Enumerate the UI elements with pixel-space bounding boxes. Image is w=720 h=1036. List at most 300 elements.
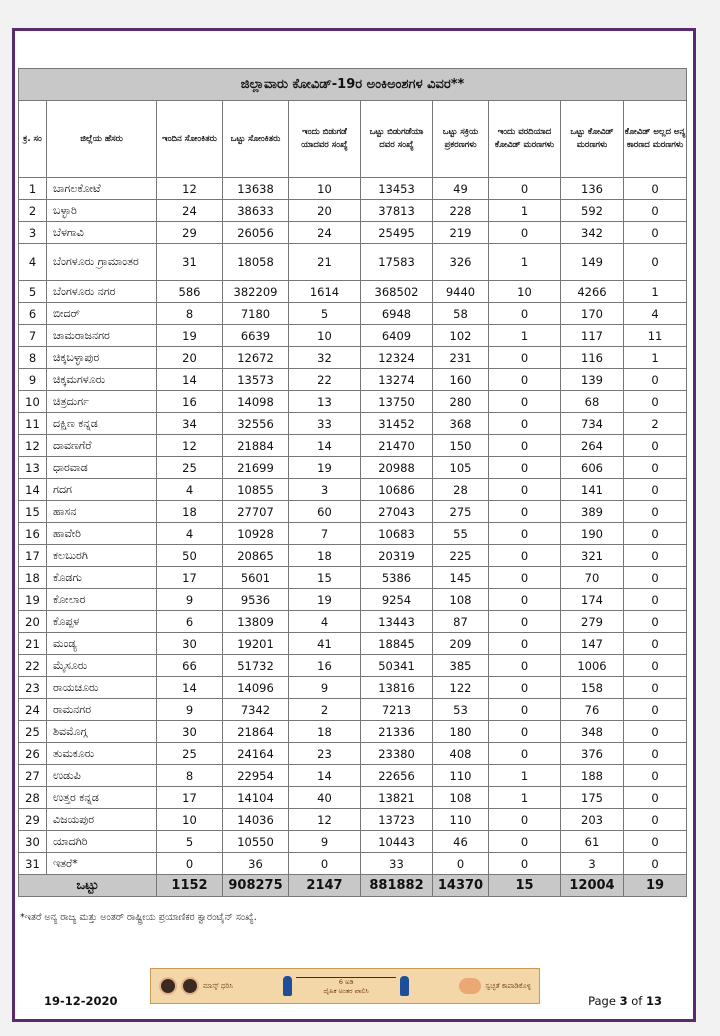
- value-cell: 50341: [361, 655, 433, 677]
- value-cell: 368: [433, 413, 489, 435]
- value-cell: 225: [433, 545, 489, 567]
- value-cell: 0: [624, 479, 687, 501]
- value-cell: 5386: [361, 567, 433, 589]
- serial-cell: 13: [19, 457, 47, 479]
- value-cell: 14036: [223, 809, 289, 831]
- district-name-cell: ಹಾವೇರಿ: [47, 523, 157, 545]
- value-cell: 149: [561, 244, 624, 281]
- value-cell: 10683: [361, 523, 433, 545]
- value-cell: 8: [157, 765, 223, 787]
- total-value-cell: 908275: [223, 875, 289, 897]
- value-cell: 10928: [223, 523, 289, 545]
- value-cell: 160: [433, 369, 489, 391]
- value-cell: 31452: [361, 413, 433, 435]
- total-value-cell: 2147: [289, 875, 361, 897]
- distance-value: 6 ಅಡಿ: [296, 977, 396, 987]
- value-cell: 16: [157, 391, 223, 413]
- serial-cell: 3: [19, 222, 47, 244]
- value-cell: 19201: [223, 633, 289, 655]
- value-cell: 0: [489, 633, 561, 655]
- serial-cell: 19: [19, 589, 47, 611]
- value-cell: 9254: [361, 589, 433, 611]
- page-prefix: Page: [588, 994, 620, 1008]
- value-cell: 203: [561, 809, 624, 831]
- value-cell: 33: [361, 853, 433, 875]
- table-row: [19, 743, 687, 765]
- value-cell: 0: [624, 178, 687, 200]
- value-cell: 188: [561, 765, 624, 787]
- value-cell: 275: [433, 501, 489, 523]
- value-cell: 4: [624, 303, 687, 325]
- value-cell: 46: [433, 831, 489, 853]
- value-cell: 219: [433, 222, 489, 244]
- value-cell: 1: [489, 244, 561, 281]
- value-cell: 32: [289, 347, 361, 369]
- serial-cell: 28: [19, 787, 47, 809]
- value-cell: 4: [157, 523, 223, 545]
- value-cell: 33: [289, 413, 361, 435]
- value-cell: 368502: [361, 281, 433, 303]
- district-name-cell: ಬಳ್ಳಾರಿ: [47, 200, 157, 222]
- table-body: [19, 178, 687, 897]
- value-cell: 13809: [223, 611, 289, 633]
- covid-district-table: [18, 68, 687, 897]
- page-middle: of: [627, 994, 646, 1008]
- value-cell: 21470: [361, 435, 433, 457]
- district-name-cell: ದಾವಣಗೆರೆ: [47, 435, 157, 457]
- value-cell: 175: [561, 787, 624, 809]
- value-cell: 0: [489, 545, 561, 567]
- value-cell: 264: [561, 435, 624, 457]
- district-name-cell: ಕೋಲಾರ: [47, 589, 157, 611]
- value-cell: 21: [289, 244, 361, 281]
- value-cell: 26056: [223, 222, 289, 244]
- value-cell: 0: [624, 853, 687, 875]
- value-cell: 61: [561, 831, 624, 853]
- district-name-cell: ರಾಯಚೂರು: [47, 677, 157, 699]
- total-value-cell: 881882: [361, 875, 433, 897]
- value-cell: 1614: [289, 281, 361, 303]
- header-row: [19, 101, 687, 178]
- value-cell: 21864: [223, 721, 289, 743]
- value-cell: 22656: [361, 765, 433, 787]
- value-cell: 2: [289, 699, 361, 721]
- value-cell: 408: [433, 743, 489, 765]
- table-row: [19, 244, 687, 281]
- value-cell: 20319: [361, 545, 433, 567]
- value-cell: 0: [289, 853, 361, 875]
- district-name-cell: ಉಡುಪಿ: [47, 765, 157, 787]
- value-cell: 0: [624, 589, 687, 611]
- value-cell: 1: [489, 787, 561, 809]
- serial-cell: 9: [19, 369, 47, 391]
- value-cell: 4: [157, 479, 223, 501]
- value-cell: 14096: [223, 677, 289, 699]
- table-row: [19, 699, 687, 721]
- value-cell: 0: [624, 809, 687, 831]
- value-cell: 1: [624, 347, 687, 369]
- value-cell: 1: [489, 325, 561, 347]
- column-header: ಒಟ್ಟು ಸೋಂಕಿತರು: [223, 101, 289, 178]
- district-name-cell: ಬೆಂಗಳೂರು ನಗರ: [47, 281, 157, 303]
- total-value-cell: 15: [489, 875, 561, 897]
- value-cell: 2: [624, 413, 687, 435]
- value-cell: 13816: [361, 677, 433, 699]
- value-cell: 0: [624, 743, 687, 765]
- value-cell: 0: [624, 677, 687, 699]
- value-cell: 5601: [223, 567, 289, 589]
- value-cell: 0: [624, 831, 687, 853]
- value-cell: 27043: [361, 501, 433, 523]
- value-cell: 0: [624, 611, 687, 633]
- value-cell: 68: [561, 391, 624, 413]
- value-cell: 76: [561, 699, 624, 721]
- table-row: [19, 303, 687, 325]
- value-cell: 16: [289, 655, 361, 677]
- serial-cell: 23: [19, 677, 47, 699]
- value-cell: 29: [157, 222, 223, 244]
- table-row: [19, 765, 687, 787]
- serial-cell: 4: [19, 244, 47, 281]
- district-name-cell: ತುಮಕೂರು: [47, 743, 157, 765]
- table-row: [19, 589, 687, 611]
- value-cell: 14104: [223, 787, 289, 809]
- value-cell: 606: [561, 457, 624, 479]
- serial-cell: 20: [19, 611, 47, 633]
- district-name-cell: ಮೈಸೂರು: [47, 655, 157, 677]
- value-cell: 5: [289, 303, 361, 325]
- value-cell: 18: [289, 545, 361, 567]
- value-cell: 55: [433, 523, 489, 545]
- serial-cell: 22: [19, 655, 47, 677]
- value-cell: 34: [157, 413, 223, 435]
- value-cell: 12: [157, 178, 223, 200]
- value-cell: 87: [433, 611, 489, 633]
- table-row: [19, 721, 687, 743]
- value-cell: 342: [561, 222, 624, 244]
- value-cell: 0: [489, 222, 561, 244]
- value-cell: 9: [289, 677, 361, 699]
- value-cell: 18: [289, 721, 361, 743]
- total-value-cell: 14370: [433, 875, 489, 897]
- district-name-cell: ಬೆಳಗಾವಿ: [47, 222, 157, 244]
- value-cell: 0: [624, 501, 687, 523]
- column-header: ಒಟ್ಟು ಬಿಡುಗಡೆಯಾ ದವರ ಸಂಖ್ಯೆ: [361, 101, 433, 178]
- value-cell: 10550: [223, 831, 289, 853]
- value-cell: 20: [157, 347, 223, 369]
- value-cell: 0: [489, 435, 561, 457]
- value-cell: 10: [289, 325, 361, 347]
- value-cell: 19: [157, 325, 223, 347]
- value-cell: 38633: [223, 200, 289, 222]
- value-cell: 158: [561, 677, 624, 699]
- total-label: ಒಟ್ಟು: [19, 875, 157, 897]
- value-cell: 0: [624, 721, 687, 743]
- person-icon: [283, 976, 292, 996]
- total-value-cell: 12004: [561, 875, 624, 897]
- mask-text: ಮಾಸ್ಕ್ ಧರಿಸಿ: [203, 981, 233, 990]
- serial-cell: 2: [19, 200, 47, 222]
- value-cell: 12: [157, 435, 223, 457]
- page-number: [588, 994, 662, 1008]
- value-cell: 13443: [361, 611, 433, 633]
- table-row: [19, 325, 687, 347]
- value-cell: 18: [157, 501, 223, 523]
- value-cell: 117: [561, 325, 624, 347]
- value-cell: 51732: [223, 655, 289, 677]
- value-cell: 32556: [223, 413, 289, 435]
- value-cell: 0: [489, 699, 561, 721]
- table-row: [19, 222, 687, 244]
- value-cell: 0: [489, 611, 561, 633]
- value-cell: 0: [624, 222, 687, 244]
- value-cell: 14: [157, 677, 223, 699]
- district-name-cell: ಬಾಗಲಕೋಟೆ: [47, 178, 157, 200]
- value-cell: 0: [489, 457, 561, 479]
- value-cell: 122: [433, 677, 489, 699]
- value-cell: 20988: [361, 457, 433, 479]
- serial-cell: 6: [19, 303, 47, 325]
- value-cell: 12672: [223, 347, 289, 369]
- value-cell: 6: [157, 611, 223, 633]
- value-cell: 108: [433, 787, 489, 809]
- serial-cell: 24: [19, 699, 47, 721]
- value-cell: 9: [157, 589, 223, 611]
- value-cell: 17: [157, 567, 223, 589]
- district-name-cell: ಚಿತ್ರದುರ್ಗ: [47, 391, 157, 413]
- value-cell: 4: [289, 611, 361, 633]
- value-cell: 0: [489, 655, 561, 677]
- value-cell: 102: [433, 325, 489, 347]
- value-cell: 21336: [361, 721, 433, 743]
- table-row: [19, 178, 687, 200]
- value-cell: 0: [624, 457, 687, 479]
- value-cell: 0: [489, 589, 561, 611]
- table-title: ಜಿಲ್ಲಾವಾರು ಕೋವಿಡ್-19ರ ಅಂಕಿಅಂಶಗಳ ವಿವರ**: [19, 69, 687, 101]
- table-row: [19, 677, 687, 699]
- serial-cell: 17: [19, 545, 47, 567]
- value-cell: 105: [433, 457, 489, 479]
- district-name-cell: ಬೆಂಗಳೂರು ಗ್ರಾಮಾಂತರ: [47, 244, 157, 281]
- value-cell: 592: [561, 200, 624, 222]
- serial-cell: 1: [19, 178, 47, 200]
- value-cell: 9: [289, 831, 361, 853]
- table-row: [19, 347, 687, 369]
- column-header: ಇಂದಿನ ಸೋಂಕಿತರು: [157, 101, 223, 178]
- value-cell: 10: [289, 178, 361, 200]
- column-header: ಒಟ್ಟು ಕೋವಿಡ್ ಮರಣಗಳು: [561, 101, 624, 178]
- value-cell: 190: [561, 523, 624, 545]
- value-cell: 180: [433, 721, 489, 743]
- district-name-cell: ಚಿಕ್ಕಮಗಳೂರು: [47, 369, 157, 391]
- hygiene-segment: [459, 978, 531, 994]
- table-row: [19, 281, 687, 303]
- value-cell: 0: [489, 523, 561, 545]
- value-cell: 0: [624, 787, 687, 809]
- value-cell: 40: [289, 787, 361, 809]
- serial-cell: 18: [19, 567, 47, 589]
- value-cell: 228: [433, 200, 489, 222]
- value-cell: 231: [433, 347, 489, 369]
- serial-cell: 5: [19, 281, 47, 303]
- value-cell: 7342: [223, 699, 289, 721]
- serial-cell: 26: [19, 743, 47, 765]
- value-cell: 7: [289, 523, 361, 545]
- value-cell: 110: [433, 809, 489, 831]
- value-cell: 1: [624, 281, 687, 303]
- value-cell: 10855: [223, 479, 289, 501]
- district-name-cell: ಶಿವಮೊಗ್ಗ: [47, 721, 157, 743]
- table-row: [19, 523, 687, 545]
- value-cell: 13573: [223, 369, 289, 391]
- table-row: [19, 567, 687, 589]
- value-cell: 37813: [361, 200, 433, 222]
- footnote: *ಇತರೆ ಅನ್ಯ ರಾಜ್ಯ ಮತ್ತು ಅಂತರ್ ರಾಷ್ಟ್ರೀಯ ಪ್ರಯಾಣಿಕರ ಕ್ವಾರಂಟೈನ್ ಸಂಖ್ಯೆ.: [20, 912, 257, 923]
- value-cell: 12324: [361, 347, 433, 369]
- value-cell: 0: [489, 178, 561, 200]
- table-row: [19, 809, 687, 831]
- value-cell: 0: [624, 655, 687, 677]
- value-cell: 385: [433, 655, 489, 677]
- person-icon: [400, 976, 409, 996]
- table-row: [19, 611, 687, 633]
- value-cell: 150: [433, 435, 489, 457]
- value-cell: 25: [157, 457, 223, 479]
- value-cell: 53: [433, 699, 489, 721]
- value-cell: 348: [561, 721, 624, 743]
- value-cell: 0: [489, 831, 561, 853]
- value-cell: 382209: [223, 281, 289, 303]
- value-cell: 24: [289, 222, 361, 244]
- serial-cell: 15: [19, 501, 47, 523]
- value-cell: 0: [157, 853, 223, 875]
- value-cell: 7213: [361, 699, 433, 721]
- value-cell: 8: [157, 303, 223, 325]
- table-row: [19, 435, 687, 457]
- value-cell: 13: [289, 391, 361, 413]
- report-date: 19-12-2020: [44, 994, 118, 1008]
- hygiene-text: ಸ್ವಚ್ಛತೆ ಕಾಪಾಡಿಕೊಳ್ಳಿ: [485, 981, 531, 990]
- value-cell: 5: [157, 831, 223, 853]
- value-cell: 10: [157, 809, 223, 831]
- value-cell: 14098: [223, 391, 289, 413]
- value-cell: 31: [157, 244, 223, 281]
- serial-cell: 12: [19, 435, 47, 457]
- value-cell: 0: [624, 391, 687, 413]
- table-row: [19, 545, 687, 567]
- table-row: [19, 457, 687, 479]
- value-cell: 17: [157, 787, 223, 809]
- value-cell: 10443: [361, 831, 433, 853]
- value-cell: 18845: [361, 633, 433, 655]
- district-name-cell: ಹಾಸನ: [47, 501, 157, 523]
- value-cell: 22954: [223, 765, 289, 787]
- total-value-cell: 1152: [157, 875, 223, 897]
- value-cell: 21699: [223, 457, 289, 479]
- value-cell: 734: [561, 413, 624, 435]
- value-cell: 3: [289, 479, 361, 501]
- value-cell: 280: [433, 391, 489, 413]
- value-cell: 9: [157, 699, 223, 721]
- value-cell: 14: [289, 435, 361, 457]
- value-cell: 0: [624, 567, 687, 589]
- value-cell: 6409: [361, 325, 433, 347]
- table-row: [19, 831, 687, 853]
- column-header: ಜಿಲ್ಲೆಯ ಹೆಸರು: [47, 101, 157, 178]
- serial-cell: 16: [19, 523, 47, 545]
- district-name-cell: ದಕ್ಷಿಣ ಕನ್ನಡ: [47, 413, 157, 435]
- value-cell: 60: [289, 501, 361, 523]
- value-cell: 19: [289, 457, 361, 479]
- table-row: [19, 853, 687, 875]
- value-cell: 389: [561, 501, 624, 523]
- value-cell: 66: [157, 655, 223, 677]
- serial-cell: 29: [19, 809, 47, 831]
- table-row: [19, 655, 687, 677]
- district-name-cell: ಕಲಬುರಗಿ: [47, 545, 157, 567]
- value-cell: 36: [223, 853, 289, 875]
- value-cell: 23380: [361, 743, 433, 765]
- value-cell: 147: [561, 633, 624, 655]
- serial-cell: 11: [19, 413, 47, 435]
- value-cell: 0: [489, 677, 561, 699]
- value-cell: 0: [624, 765, 687, 787]
- district-name-cell: ಯಾದಗಿರಿ: [47, 831, 157, 853]
- value-cell: 0: [624, 435, 687, 457]
- serial-cell: 27: [19, 765, 47, 787]
- value-cell: 20865: [223, 545, 289, 567]
- column-header: ಕ್ರ. ಸಂ: [19, 101, 47, 178]
- value-cell: 0: [624, 200, 687, 222]
- serial-cell: 25: [19, 721, 47, 743]
- table-row: [19, 633, 687, 655]
- value-cell: 0: [489, 743, 561, 765]
- value-cell: 13274: [361, 369, 433, 391]
- value-cell: 41: [289, 633, 361, 655]
- serial-cell: 8: [19, 347, 47, 369]
- mask-segment: [159, 977, 233, 995]
- district-name-cell: ಕೊಪ್ಪಳ: [47, 611, 157, 633]
- serial-cell: 7: [19, 325, 47, 347]
- district-name-cell: ಗದಗ: [47, 479, 157, 501]
- column-header: ಒಟ್ಟು ಸಕ್ರಿಯ ಪ್ರಕರಣಗಳು: [433, 101, 489, 178]
- value-cell: 0: [624, 369, 687, 391]
- masked-face-icon: [181, 977, 199, 995]
- value-cell: 13821: [361, 787, 433, 809]
- column-header: ಇಂದು ಬಿಡುಗಡೆ ಯಾದವರ ಸಂಖ್ಯೆ: [289, 101, 361, 178]
- district-name-cell: ಇತರೆ*: [47, 853, 157, 875]
- value-cell: 14: [157, 369, 223, 391]
- column-header: ಕೋವಿಡ್ ಅಲ್ಲದ ಅನ್ಯ ಕಾರಣದ ಮರಣಗಳು: [624, 101, 687, 178]
- value-cell: 6948: [361, 303, 433, 325]
- value-cell: 209: [433, 633, 489, 655]
- value-cell: 14: [289, 765, 361, 787]
- serial-cell: 30: [19, 831, 47, 853]
- serial-cell: 31: [19, 853, 47, 875]
- value-cell: 1: [489, 765, 561, 787]
- value-cell: 30: [157, 721, 223, 743]
- value-cell: 50: [157, 545, 223, 567]
- value-cell: 19: [289, 589, 361, 611]
- value-cell: 116: [561, 347, 624, 369]
- value-cell: 174: [561, 589, 624, 611]
- serial-cell: 21: [19, 633, 47, 655]
- serial-cell: 10: [19, 391, 47, 413]
- value-cell: 0: [489, 413, 561, 435]
- value-cell: 0: [489, 567, 561, 589]
- value-cell: 28: [433, 479, 489, 501]
- value-cell: 25: [157, 743, 223, 765]
